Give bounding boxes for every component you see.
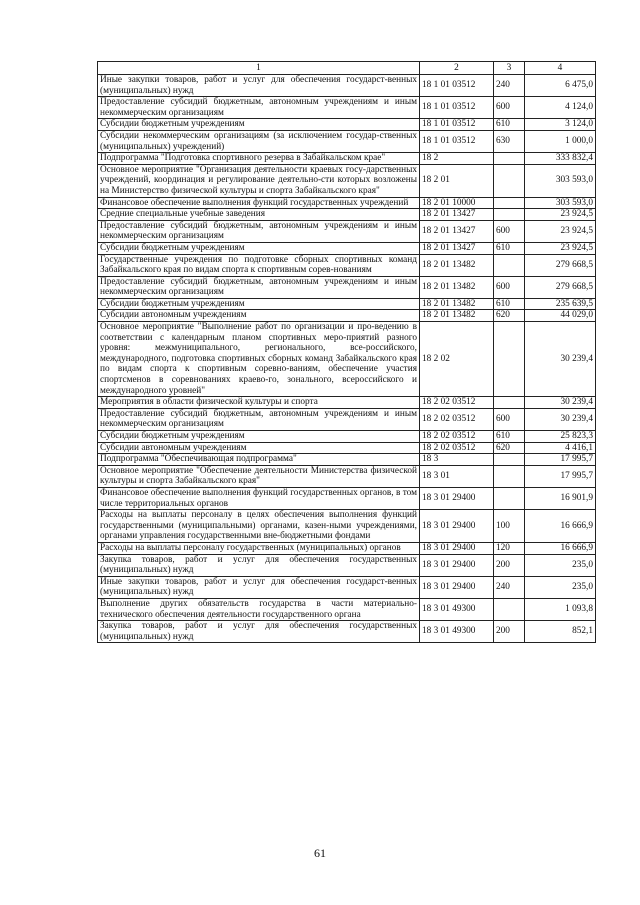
row-sum-cell: 44 029,0 — [525, 310, 596, 322]
row-type-cell — [494, 454, 525, 466]
table-row — [98, 310, 596, 322]
row-name-cell: Предоставление субсидий бюджетным, автономным учреждениям и иным некоммерческим организациям — [98, 276, 420, 298]
table-row — [98, 465, 596, 487]
row-code-cell: 18 3 01 — [420, 465, 494, 487]
row-sum-cell: 235 639,5 — [525, 298, 596, 310]
table-row — [98, 554, 596, 576]
row-sum-cell: 303 593,0 — [525, 164, 596, 197]
table-row — [98, 487, 596, 509]
row-code-cell: 18 2 — [420, 153, 494, 165]
table-row — [98, 598, 596, 620]
budget-table — [97, 61, 596, 643]
row-type-cell — [494, 397, 525, 409]
row-name-cell: Субсидии автономным учреждениям — [98, 310, 420, 322]
table-row — [98, 97, 596, 119]
row-code-cell: 18 2 01 13482 — [420, 310, 494, 322]
table-row — [98, 75, 596, 97]
page-number: 61 — [314, 846, 326, 860]
row-type-cell: 610 — [494, 298, 525, 310]
row-name-cell: Основное мероприятие "Организация деятельности краевых госу-дарственных учреждений, координация и регулирование деятельно-сти которых возложены на Министерство физической культуры и спорта Забайкальского края" — [98, 164, 420, 197]
row-sum-cell: 30 239,4 — [525, 322, 596, 397]
row-sum-cell: 17 995,7 — [525, 454, 596, 466]
row-name-cell: Финансовое обеспечение выполнения функций государственных органов, в том числе территориальных органов — [98, 487, 420, 509]
table-row — [98, 209, 596, 221]
row-sum-cell: 333 832,4 — [525, 153, 596, 165]
row-sum-cell: 279 668,5 — [525, 254, 596, 276]
row-code-cell: 18 1 01 03512 — [420, 75, 494, 97]
table-row — [98, 576, 596, 598]
row-type-cell: 600 — [494, 220, 525, 242]
row-name-cell: Закупка товаров, работ и услуг для обеспечения государственных (муниципальных) нужд — [98, 554, 420, 576]
row-name-cell: Предоставление субсидий бюджетным, автономным учреждениям и иным некоммерческим организациям — [98, 220, 420, 242]
table-row — [98, 197, 596, 209]
table-row — [98, 119, 596, 131]
row-type-cell: 610 — [494, 119, 525, 131]
row-name-cell: Субсидии бюджетным учреждениям — [98, 431, 420, 443]
row-sum-cell: 23 924,5 — [525, 220, 596, 242]
row-type-cell: 600 — [494, 408, 525, 430]
table-row — [98, 130, 596, 152]
row-sum-cell: 852,1 — [525, 621, 596, 643]
table-row — [98, 276, 596, 298]
row-name-cell: Закупка товаров, работ и услуг для обеспечения государственных (муниципальных) нужд — [98, 621, 420, 643]
row-name-cell: Субсидии бюджетным учреждениям — [98, 298, 420, 310]
table-row — [98, 164, 596, 197]
row-name-cell: Предоставление субсидий бюджетным, автономным учреждениям и иным некоммерческим организациям — [98, 408, 420, 430]
table-row — [98, 220, 596, 242]
row-type-cell: 630 — [494, 130, 525, 152]
row-name-cell: Расходы на выплаты персоналу государственных (муниципальных) органов — [98, 542, 420, 554]
header-col-1: 1 — [98, 62, 420, 75]
row-code-cell: 18 2 01 13427 — [420, 220, 494, 242]
row-code-cell: 18 2 02 03512 — [420, 442, 494, 454]
row-name-cell: Государственные учреждения по подготовке сборных спортивных команд Забайкальского края по видам спорта к спортивным сорев-нованиям — [98, 254, 420, 276]
row-sum-cell: 23 924,5 — [525, 209, 596, 221]
row-code-cell: 18 2 01 13482 — [420, 276, 494, 298]
table-row — [98, 542, 596, 554]
row-sum-cell: 16 901,9 — [525, 487, 596, 509]
row-type-cell: 120 — [494, 542, 525, 554]
row-type-cell — [494, 209, 525, 221]
row-name-cell: Субсидии некоммерческим организациям (за исключением государ-ственных (муниципальных) учреждений) — [98, 130, 420, 152]
row-sum-cell: 25 823,3 — [525, 431, 596, 443]
header-col-4: 4 — [525, 62, 596, 75]
row-code-cell: 18 2 01 13482 — [420, 298, 494, 310]
row-type-cell: 200 — [494, 621, 525, 643]
row-type-cell — [494, 153, 525, 165]
row-sum-cell: 235,0 — [525, 576, 596, 598]
row-sum-cell: 17 995,7 — [525, 465, 596, 487]
row-code-cell: 18 1 01 03512 — [420, 97, 494, 119]
row-sum-cell: 30 239,4 — [525, 397, 596, 409]
row-sum-cell: 4 124,0 — [525, 97, 596, 119]
row-code-cell: 18 1 01 03512 — [420, 119, 494, 131]
row-name-cell: Иные закупки товаров, работ и услуг для обеспечения государст-венных (муниципальных) нужд — [98, 75, 420, 97]
row-sum-cell: 3 124,0 — [525, 119, 596, 131]
row-type-cell: 600 — [494, 97, 525, 119]
row-name-cell: Средние специальные учебные заведения — [98, 209, 420, 221]
row-type-cell — [494, 254, 525, 276]
table-row — [98, 153, 596, 165]
row-sum-cell: 16 666,9 — [525, 542, 596, 554]
table-row — [98, 431, 596, 443]
row-name-cell: Выполнение других обязательств государства в части материально-технического обеспечения деятельности государственного органа — [98, 598, 420, 620]
row-name-cell: Предоставление субсидий бюджетным, автономным учреждениям и иным некоммерческим организациям — [98, 97, 420, 119]
row-type-cell: 100 — [494, 510, 525, 543]
table-row — [98, 408, 596, 430]
row-code-cell: 18 3 01 49300 — [420, 621, 494, 643]
row-code-cell: 18 3 01 29400 — [420, 542, 494, 554]
row-type-cell — [494, 487, 525, 509]
row-name-cell: Субсидии автономным учреждениям — [98, 442, 420, 454]
row-name-cell: Подпрограмма "Подготовка спортивного резерва в Забайкальском крае" — [98, 153, 420, 165]
row-type-cell: 200 — [494, 554, 525, 576]
table-row — [98, 510, 596, 543]
row-type-cell — [494, 164, 525, 197]
row-type-cell: 610 — [494, 431, 525, 443]
row-sum-cell: 6 475,0 — [525, 75, 596, 97]
row-sum-cell: 4 416,1 — [525, 442, 596, 454]
row-sum-cell: 303 593,0 — [525, 197, 596, 209]
row-sum-cell: 16 666,9 — [525, 510, 596, 543]
header-col-2: 2 — [420, 62, 494, 75]
row-name-cell: Субсидии бюджетным учреждениям — [98, 119, 420, 131]
row-code-cell: 18 3 01 29400 — [420, 554, 494, 576]
row-name-cell: Финансовое обеспечение выполнения функций государственных учреждений — [98, 197, 420, 209]
row-code-cell: 18 3 01 29400 — [420, 576, 494, 598]
row-code-cell: 18 1 01 03512 — [420, 130, 494, 152]
table-header-row — [98, 62, 596, 75]
row-sum-cell: 235,0 — [525, 554, 596, 576]
row-type-cell: 600 — [494, 276, 525, 298]
table-row — [98, 397, 596, 409]
row-code-cell: 18 2 01 — [420, 164, 494, 197]
table-row — [98, 322, 596, 397]
row-code-cell: 18 2 01 10000 — [420, 197, 494, 209]
row-code-cell: 18 2 01 13482 — [420, 254, 494, 276]
row-type-cell: 240 — [494, 576, 525, 598]
row-name-cell: Мероприятия в области физической культуры и спорта — [98, 397, 420, 409]
row-name-cell: Расходы на выплаты персоналу в целях обеспечения выполнения функций государственными (муниципальными) органами, казен-ными учреждениями, органами управления государственными вне-бюджетными фондами — [98, 510, 420, 543]
row-sum-cell: 1 093,8 — [525, 598, 596, 620]
row-name-cell: Подпрограмма "Обеспечивающая подпрограмма" — [98, 454, 420, 466]
table-row — [98, 242, 596, 254]
row-type-cell: 620 — [494, 442, 525, 454]
row-name-cell: Иные закупки товаров, работ и услуг для обеспечения государст-венных (муниципальных) нужд — [98, 576, 420, 598]
row-code-cell: 18 2 01 13427 — [420, 209, 494, 221]
row-code-cell: 18 2 02 03512 — [420, 397, 494, 409]
row-code-cell: 18 2 02 — [420, 322, 494, 397]
row-type-cell — [494, 197, 525, 209]
row-code-cell: 18 3 01 29400 — [420, 487, 494, 509]
row-code-cell: 18 2 02 03512 — [420, 408, 494, 430]
header-col-3: 3 — [494, 62, 525, 75]
row-code-cell: 18 2 02 03512 — [420, 431, 494, 443]
table-body — [98, 75, 596, 643]
table-row — [98, 454, 596, 466]
row-code-cell: 18 3 01 29400 — [420, 510, 494, 543]
row-sum-cell: 279 668,5 — [525, 276, 596, 298]
row-type-cell: 240 — [494, 75, 525, 97]
row-name-cell: Основное мероприятие "Выполнение работ по организации и про-ведению в соответствии с календарным планом спортивных меро-приятий разного уровня: межмуниципального, регионального, все-российского, международного, подготовка спортивных сборных команд Забайкальского края по видам спорта к спортивным соревно-ваниям, обеспечение участия спортсменов в соревнованиях краево-го, зонального, всероссийского и международного уровней" — [98, 322, 420, 397]
table-row — [98, 621, 596, 643]
table-row — [98, 254, 596, 276]
table-row — [98, 442, 596, 454]
row-code-cell: 18 3 01 49300 — [420, 598, 494, 620]
table-row — [98, 298, 596, 310]
row-type-cell: 610 — [494, 242, 525, 254]
row-type-cell: 620 — [494, 310, 525, 322]
row-sum-cell: 1 000,0 — [525, 130, 596, 152]
row-type-cell — [494, 598, 525, 620]
row-code-cell: 18 2 01 13427 — [420, 242, 494, 254]
row-sum-cell: 30 239,4 — [525, 408, 596, 430]
row-name-cell: Основное мероприятие "Обеспечение деятельности Министерства физической культуры и спорта Забайкальского края" — [98, 465, 420, 487]
row-code-cell: 18 3 — [420, 454, 494, 466]
row-name-cell: Субсидии бюджетным учреждениям — [98, 242, 420, 254]
row-sum-cell: 23 924,5 — [525, 242, 596, 254]
row-type-cell — [494, 465, 525, 487]
row-type-cell — [494, 322, 525, 397]
